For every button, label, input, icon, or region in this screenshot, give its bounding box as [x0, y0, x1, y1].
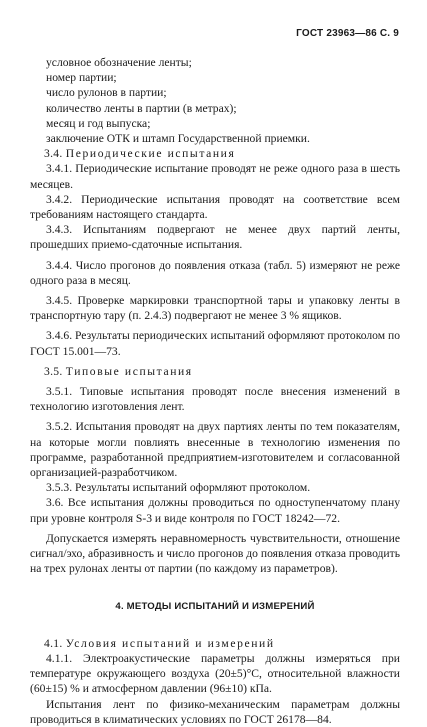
list-item: условное обозначение ленты;: [46, 56, 192, 69]
paragraph-3-5-1: 3.5.1. Типовые испытания проводят после внесения изменений в технологию изготовления лент.: [30, 385, 400, 414]
paragraph-4-1-1: 4.1.1. Электроакустические параметры должны измеряться при температуре окружающего воздуха (20±5)°С, относительной влажности (60±15) % и атмосферном давлении (96±10) кПа.: [30, 651, 400, 696]
paragraph-3-4-1: 3.4.1. Периодические испытание проводят не реже одного раза в шесть месяцев.: [30, 162, 400, 191]
document-body: [30, 55, 400, 727]
list-item: номер партии;: [46, 71, 117, 85]
page-header: ГОСТ 23963—86 С. 9: [296, 28, 399, 39]
list-item: заключение ОТК и штамп Государственной приемки.: [46, 132, 310, 146]
paragraph-3-5-2: 3.5.2. Испытания проводят на двух партиях ленты по тем показателям, на которые могли повлиять внесенные в технологию изменения по программе, разработанной предприятием-изготовителем и согласованной организацией-разработчиком.: [30, 420, 400, 480]
section-heading-4-1: [30, 636, 400, 651]
list-item: месяц и год выпуска;: [46, 116, 151, 130]
section-title: Периодические испытания: [65, 147, 236, 161]
paragraph-3-5-3: 3.5.3. Результаты испытаний оформляют протоколом.: [46, 481, 311, 495]
paragraph-physical-tests: Испытания лент по физико-механическим параметрам должны проводиться в климатических условиях по ГОСТ 26178—84.: [30, 697, 400, 726]
paragraph-3-4-3: 3.4.3. Испытаниям подвергают не менее двух партий ленты, прошедших приемо-сдаточные испытания.: [30, 223, 400, 252]
section-number: 4.1.: [44, 636, 63, 650]
section-heading-3-5: [30, 364, 400, 379]
paragraph-3-6: 3.6. Все испытания должны проводиться по одноступенчатому плану при уровне контроля S-3 и виде контроля по ГОСТ 18242—72.: [30, 496, 400, 525]
paragraph-allowance: Допускается измерять неравномерность чувствительности, отношение сигнал/эхо, абразивность и число прогонов до появления отказа проводить на трех рулонах ленты от партии (по каждому из параметров).: [30, 531, 400, 576]
list-item: количество ленты в партии (в метрах);: [46, 101, 237, 115]
section-number: 3.4.: [44, 147, 63, 161]
paragraph-3-4-2: 3.4.2. Периодические испытания проводят на соответствие всем требованиям настоящего стандарта.: [30, 192, 400, 222]
paragraph-3-4-6: 3.4.6. Результаты периодических испытаний оформляют протоколом по ГОСТ 15.001—73.: [30, 329, 400, 358]
section-title: Типовые испытания: [65, 364, 193, 378]
paragraph-3-4-4: 3.4.4. Число прогонов до появления отказа (табл. 5) измеряют не реже одного раза в месяц.: [30, 258, 400, 287]
section-title: Условия испытаний и измерений: [65, 636, 275, 650]
section-heading-3-4: [30, 146, 400, 161]
paragraph-3-4-5: 3.4.5. Проверке маркировки транспортной тары и упаковку ленты в транспортную тару (п. 2.4.3) подвергают не менее 3 % ящиков.: [30, 294, 400, 323]
list-item: число рулонов в партии;: [46, 86, 167, 100]
section-number: 3.5.: [44, 364, 63, 378]
section-4-title: 4. МЕТОДЫ ИСПЫТАНИЙ И ИЗМЕРЕНИЙ: [115, 600, 315, 612]
